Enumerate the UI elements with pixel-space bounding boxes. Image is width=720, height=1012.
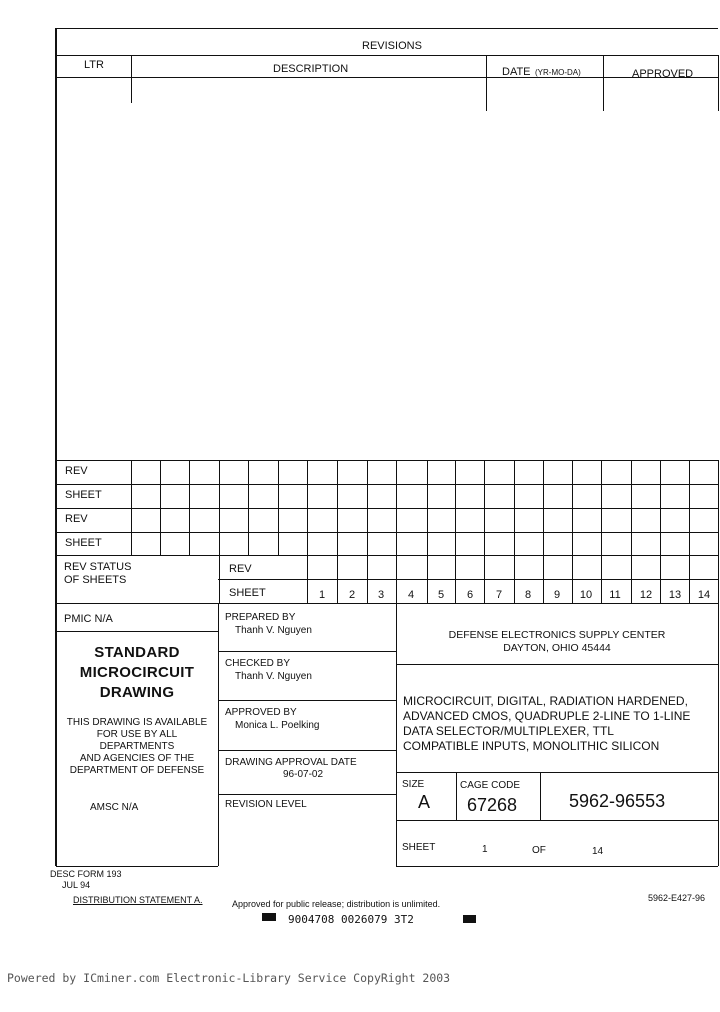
rev-label: REV bbox=[229, 563, 252, 575]
of-label: OF bbox=[532, 845, 546, 856]
sheet-number: 4 bbox=[407, 589, 415, 601]
pmic: PMIC N/A bbox=[64, 613, 113, 625]
sheet-number: 11 bbox=[609, 589, 621, 601]
col-description: DESCRIPTION bbox=[273, 63, 349, 75]
agency-line-2: DAYTON, OHIO 45444 bbox=[503, 642, 611, 654]
sheet-number: 8 bbox=[524, 589, 532, 601]
sheet-current: 1 bbox=[482, 844, 488, 855]
sheet-total: 14 bbox=[592, 846, 604, 857]
amsc: AMSC N/A bbox=[90, 802, 139, 813]
availability-1: THIS DRAWING IS AVAILABLE bbox=[66, 717, 208, 728]
col-date: DATE bbox=[502, 66, 531, 78]
sheet-number: 5 bbox=[437, 589, 445, 601]
rev-status-label-2: OF SHEETS bbox=[64, 574, 127, 586]
barcode-block-left bbox=[262, 913, 276, 921]
cage-code-value: 67268 bbox=[467, 795, 518, 815]
sheet-number: 1 bbox=[318, 589, 326, 601]
sheet-number: 6 bbox=[466, 589, 474, 601]
smd-title-2: MICROCIRCUIT bbox=[79, 664, 195, 681]
sheet-number: 10 bbox=[579, 589, 593, 601]
prepared-by-name: Thanh V. Nguyen bbox=[235, 625, 312, 636]
approved-by-name: Monica L. Poelking bbox=[235, 720, 320, 731]
sheet-label: SHEET bbox=[229, 587, 266, 599]
smd-title-1: STANDARD bbox=[94, 644, 180, 661]
form-date: JUL 94 bbox=[62, 880, 91, 890]
sheet-number: 13 bbox=[668, 589, 682, 601]
sheet-number: 7 bbox=[495, 589, 503, 601]
smd-title-3: DRAWING bbox=[99, 684, 175, 701]
approved-by-label: APPROVED BY bbox=[225, 707, 297, 718]
approval-date: 96-07-02 bbox=[283, 769, 324, 780]
revision-level-label: REVISION LEVEL bbox=[225, 799, 307, 810]
title-line-3: DATA SELECTOR/MULTIPLEXER, TTL bbox=[403, 724, 614, 738]
sheet-number: 12 bbox=[639, 589, 653, 601]
availability-2: FOR USE BY ALL bbox=[96, 729, 178, 740]
sheet-number: 3 bbox=[377, 589, 385, 601]
agency-line-1: DEFENSE ELECTRONICS SUPPLY CENTER bbox=[448, 629, 666, 641]
checked-by-name: Thanh V. Nguyen bbox=[235, 671, 312, 682]
distribution-label: DISTRIBUTION STATEMENT A. bbox=[73, 895, 203, 905]
drawing-number: 5962-96553 bbox=[569, 791, 666, 811]
form-code: 5962-E427-96 bbox=[648, 893, 706, 903]
col-approved: APPROVED bbox=[632, 68, 694, 80]
grid-row-rev-2: REV bbox=[65, 513, 88, 525]
col-ltr: LTR bbox=[84, 59, 104, 71]
title-line-2: ADVANCED CMOS, QUADRUPLE 2-LINE TO 1-LINE bbox=[403, 709, 691, 723]
distribution-text: Approved for public release; distribution is unlimited. bbox=[232, 899, 441, 909]
sheet-label-bottom: SHEET bbox=[402, 842, 436, 853]
revisions-title: REVISIONS bbox=[362, 40, 422, 52]
sheet-number: 14 bbox=[697, 589, 711, 601]
grid-row-sheet-2: SHEET bbox=[65, 537, 102, 549]
rev-status-label-1: REV STATUS bbox=[64, 561, 132, 573]
size-value: A bbox=[418, 792, 431, 812]
availability-5: DEPARTMENT OF DEFENSE bbox=[69, 765, 205, 776]
availability-4: AND AGENCIES OF THE bbox=[79, 753, 195, 764]
title-line-4: COMPATIBLE INPUTS, MONOLITHIC SILICON bbox=[403, 739, 660, 753]
powered-by: Powered by ICminer.com Electronic-Library Service CopyRight 2003 bbox=[7, 971, 451, 985]
cage-code-label: CAGE CODE bbox=[460, 780, 521, 791]
barcode-block-right bbox=[463, 915, 476, 923]
prepared-by-label: PREPARED BY bbox=[225, 612, 296, 623]
col-date-format: (YR-MO-DA) bbox=[535, 68, 581, 77]
size-label: SIZE bbox=[402, 779, 425, 790]
grid-row-rev-1: REV bbox=[65, 465, 88, 477]
barcode-text: 9004708 0026079 3T2 bbox=[288, 913, 414, 926]
approval-date-label: DRAWING APPROVAL DATE bbox=[225, 757, 357, 768]
grid-row-sheet-1: SHEET bbox=[65, 489, 102, 501]
sheet-number: 9 bbox=[553, 589, 561, 601]
checked-by-label: CHECKED BY bbox=[225, 658, 291, 669]
title-line-1: MICROCIRCUIT, DIGITAL, RADIATION HARDENED, bbox=[403, 694, 688, 708]
sheet-number: 2 bbox=[348, 589, 356, 601]
availability-3: DEPARTMENTS bbox=[99, 741, 175, 752]
form-number: DESC FORM 193 bbox=[50, 869, 122, 879]
